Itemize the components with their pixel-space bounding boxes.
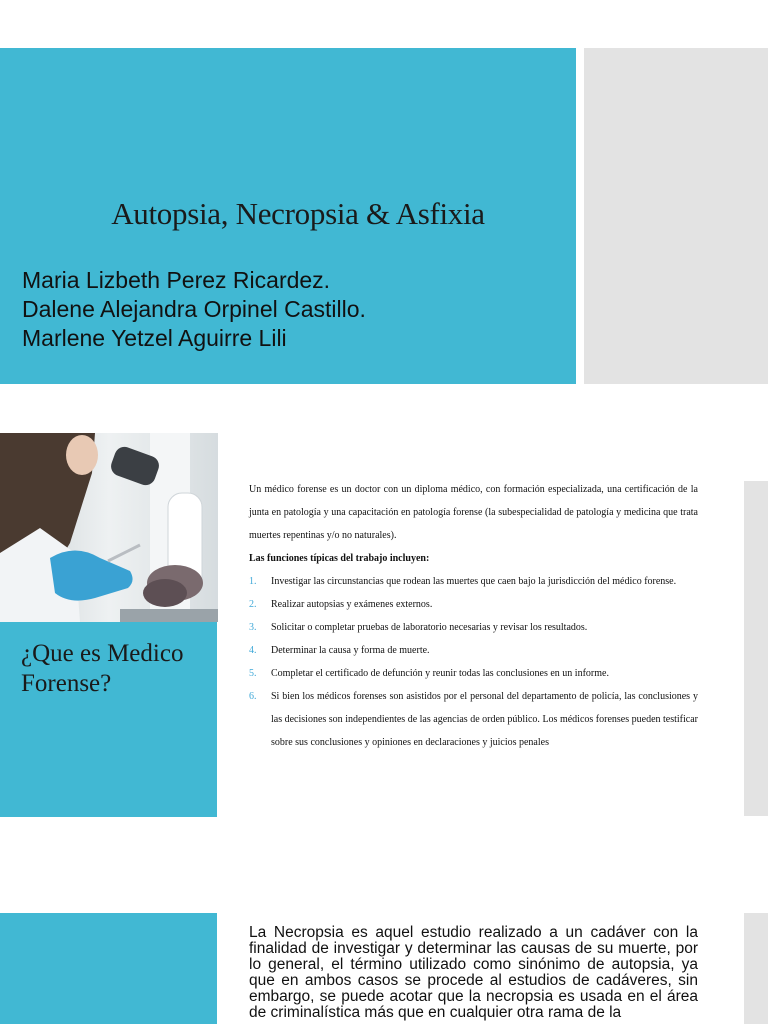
list-item-text: Realizar autopsias y exámenes externos. [271, 599, 433, 610]
section-heading: ¿Que es Medico Forense? [21, 640, 184, 697]
list-item-text: Investigar las circunstancias que rodean las muertes que caen bajo la jurisdicción del médico forense. [271, 576, 677, 587]
list-item [249, 639, 698, 662]
lab-photo-image [0, 433, 218, 622]
necropsia-band [0, 913, 217, 1024]
list-item-text: Determinar la causa y forma de muerte. [271, 645, 430, 656]
necropsia-paragraph: La Necropsia es aquel estudio realizado a un cadáver con la finalidad de investigar y determinar las causas de su muerte, por lo general, el término utilizado como sinónimo de autopsia, ya que en ambos casos se procede al estudios de cadáveres, sin embargo, se puede acotar que la necropsia es usada en el área de criminalística más que en cualquier otra rama de la [249, 924, 698, 1021]
intro-paragraph: Un médico forense es un doctor con un diploma médico, con formación especializada, una certificación de la junta en patología y una capacitación en patología forense (la subespecialidad de patología y medicina que trata muertes repentinas y/o no naturales). [249, 484, 698, 541]
side-panel [744, 481, 768, 816]
list-item [249, 593, 698, 616]
list-item [249, 685, 698, 754]
author-list [22, 266, 366, 353]
list-number: 6. [249, 691, 257, 702]
list-number: 1. [249, 576, 257, 587]
list-item-text: Solicitar o completar pruebas de laboratorio necesarias y revisar los resultados. [271, 622, 588, 633]
list-item [249, 662, 698, 685]
list-number: 5. [249, 668, 257, 679]
list-item-text: Si bien los médicos forenses son asistidos por el personal del departamento de policía, las conclusiones y las decisiones son independientes de las agencias de orden público. Los médicos forenses pueden testificar sobre sus conclusiones y opiniones en declaraciones y juicios penales [271, 691, 698, 748]
list-item [249, 570, 698, 593]
list-number: 4. [249, 645, 257, 656]
title-slide-side-panel [584, 48, 768, 384]
list-number: 3. [249, 622, 257, 633]
list-item [249, 616, 698, 639]
author-name: Marlene Yetzel Aguirre Lili [22, 325, 287, 351]
author-name: Maria Lizbeth Perez Ricardez. [22, 267, 331, 293]
necropsia-side-panel [744, 913, 768, 1024]
presentation-title: Autopsia, Necropsia & Asfixia [111, 196, 485, 231]
list-item-text: Completar el certificado de defunción y reunir todas las conclusiones en un informe. [271, 668, 609, 679]
medico-forense-body [249, 478, 698, 754]
list-number: 2. [249, 599, 257, 610]
author-name: Dalene Alejandra Orpinel Castillo. [22, 296, 366, 322]
functions-list [249, 570, 698, 754]
functions-subheading: Las funciones típicas del trabajo incluyen: [249, 553, 430, 564]
